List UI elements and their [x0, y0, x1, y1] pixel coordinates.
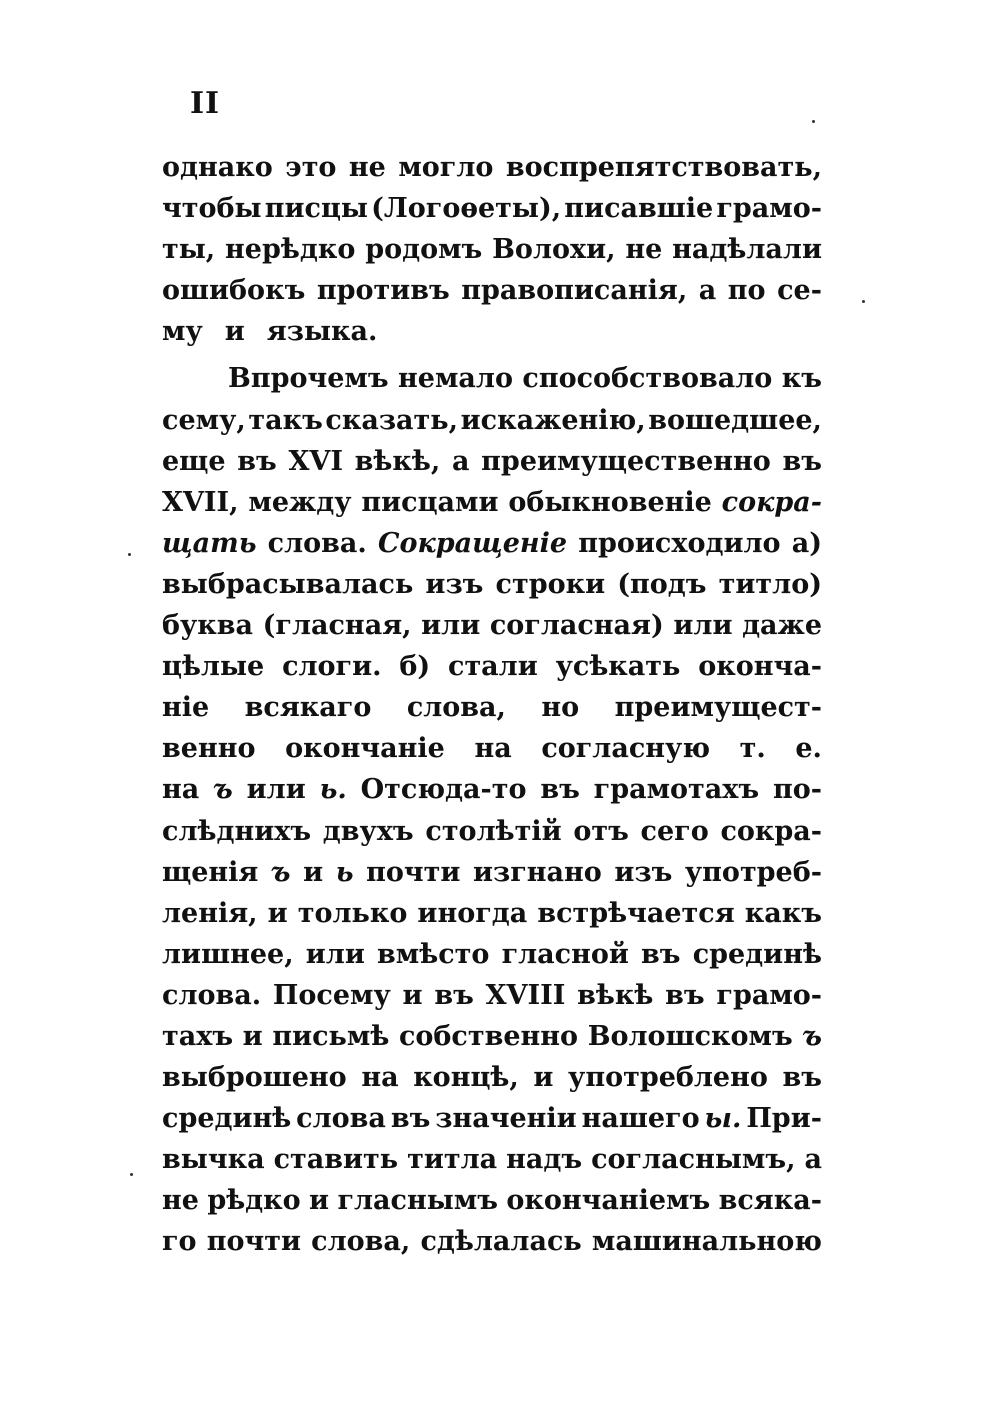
text-line: [162, 405, 822, 446]
word: воспрепятствовать,: [505, 152, 822, 183]
text-line: [162, 1144, 822, 1185]
word: могло: [398, 152, 494, 183]
text-line: [162, 774, 822, 815]
word: сему,: [162, 404, 246, 436]
word: слова,: [311, 1226, 411, 1258]
word: Впрочемъ: [228, 363, 389, 395]
word: встрѣчается: [537, 897, 735, 929]
word: въ: [237, 445, 277, 477]
word: столѣтій: [425, 815, 562, 847]
word: титло): [718, 568, 822, 600]
word: согласную: [541, 733, 711, 765]
word: въ: [782, 1062, 822, 1094]
text-line: [162, 528, 822, 569]
word: окончаніе: [285, 733, 445, 765]
word: искаженію,: [460, 404, 646, 436]
word: какъ: [744, 897, 822, 929]
word: по-: [772, 774, 822, 806]
text-line: [162, 1226, 822, 1267]
word: такъ: [248, 404, 323, 436]
word: нашего: [581, 1103, 700, 1135]
word: щать: [162, 527, 257, 559]
word: ты,: [162, 234, 216, 266]
text-line: [162, 234, 822, 275]
word: т.: [739, 733, 766, 765]
word: концѣ,: [413, 1062, 519, 1094]
word: сокра-: [720, 815, 822, 847]
word: буква: [162, 610, 254, 642]
word: двухъ: [322, 815, 414, 847]
word: гласнымъ: [337, 1185, 498, 1217]
word: къ: [781, 363, 822, 395]
word: въ: [782, 445, 822, 477]
word: и: [402, 979, 423, 1011]
word: Волошскомъ: [587, 1020, 793, 1052]
word: слова.: [267, 527, 367, 559]
word: слова.: [162, 979, 262, 1011]
word: сокра-: [721, 486, 822, 518]
word: сего: [640, 815, 709, 847]
word: и: [303, 856, 324, 888]
word: выбрасывалась: [162, 568, 414, 600]
word: ставить: [273, 1144, 399, 1176]
word: Отсюда-то: [360, 774, 527, 806]
text-line: [162, 980, 822, 1021]
word: согласная): [489, 610, 664, 642]
word: писцами: [361, 486, 499, 518]
print-speck: [130, 1173, 133, 1176]
word: на: [474, 733, 512, 765]
word: изгнано: [472, 856, 602, 888]
word: срединѣ: [162, 1103, 292, 1135]
word: окончаніемъ: [506, 1185, 711, 1217]
word: только: [297, 897, 408, 929]
word: При-: [746, 1103, 822, 1135]
print-speck: [812, 120, 815, 123]
word: срединѣ: [692, 938, 822, 970]
word: или: [305, 938, 365, 970]
word: и: [242, 1020, 263, 1052]
word: въ: [390, 1103, 431, 1135]
word: слоги.: [282, 651, 382, 683]
word: а): [791, 527, 822, 559]
text-line: [162, 1062, 822, 1103]
word: на: [162, 774, 200, 806]
word: между: [248, 486, 352, 518]
word: надъ: [506, 1144, 583, 1176]
word: въ: [434, 979, 474, 1011]
word: Сокращеніе: [377, 527, 568, 559]
word: на: [361, 1062, 399, 1094]
body-text: [162, 152, 822, 1268]
word: согласнымъ,: [591, 1144, 796, 1176]
word: не: [625, 234, 663, 266]
word: венно: [162, 733, 256, 765]
word: му: [162, 316, 203, 348]
word: строки: [495, 568, 606, 600]
text-line: [162, 446, 822, 487]
word: однако: [162, 152, 273, 183]
word: надѣлали: [672, 234, 822, 266]
word: и: [533, 1062, 554, 1094]
word: ніе: [162, 692, 210, 724]
word: слова,: [406, 692, 506, 724]
word: щенія: [162, 856, 259, 888]
word: оконча-: [698, 651, 822, 683]
word: ленія,: [162, 897, 258, 929]
text-line: [162, 733, 822, 774]
word: писцы: [264, 193, 368, 225]
text-line: [162, 610, 822, 651]
word: сдѣлалась: [420, 1226, 582, 1258]
word: въ: [665, 979, 705, 1011]
word: машинальною: [591, 1226, 822, 1258]
word: всяка-: [718, 1185, 822, 1217]
word: это: [285, 152, 337, 183]
word: и: [309, 1185, 330, 1217]
word: ь.: [319, 774, 347, 806]
text-line: [162, 816, 822, 857]
word: се-: [777, 275, 822, 307]
word: не: [348, 152, 386, 183]
word: а: [698, 275, 717, 307]
text-line: [162, 275, 822, 316]
word: лишнее,: [162, 938, 294, 970]
text-line: [162, 193, 822, 234]
word: XVI: [288, 445, 343, 477]
word: ь: [335, 856, 354, 888]
word: не: [162, 1185, 199, 1217]
word: вошедшее,: [648, 404, 822, 436]
word: языка.: [266, 316, 378, 348]
word: обыкновеніе: [508, 486, 712, 518]
word: и: [267, 897, 288, 929]
word: выброшено: [162, 1062, 347, 1094]
word: изъ: [425, 568, 484, 600]
word: собственно: [398, 1020, 579, 1052]
word: происходило: [578, 527, 781, 559]
print-speck: [128, 553, 131, 556]
word: почти: [366, 856, 461, 888]
text-line: [162, 1103, 822, 1144]
word: даже: [742, 610, 822, 642]
word: иногда: [417, 897, 528, 929]
page-number: II: [190, 86, 221, 121]
text-line: [162, 487, 822, 528]
word: (подъ: [617, 568, 707, 600]
text-line: [162, 1185, 822, 1226]
word: еще: [162, 445, 226, 477]
text-line: [162, 651, 822, 692]
word: слова: [296, 1103, 386, 1135]
word: употреб-: [684, 856, 822, 888]
word: нерѣдко: [225, 234, 356, 266]
word: отъ: [573, 815, 629, 847]
text-line: [162, 939, 822, 980]
word: изъ: [614, 856, 673, 888]
word: (Логоѳеты),: [371, 193, 562, 225]
word: грамотахъ: [593, 774, 760, 806]
word: сказать,: [325, 404, 459, 436]
word: рѣдко: [207, 1185, 301, 1217]
word: писавшіе: [564, 193, 714, 225]
word: вѣкѣ,: [354, 445, 441, 477]
text-line: [162, 898, 822, 939]
word: немало: [398, 363, 513, 395]
word: правописанія,: [461, 275, 688, 307]
word: ъ: [270, 856, 291, 888]
print-speck: [862, 300, 865, 303]
word: всякаго: [244, 692, 372, 724]
word: го: [162, 1226, 197, 1258]
word: письмѣ: [272, 1020, 390, 1052]
word: или: [673, 610, 733, 642]
text-line: [162, 692, 822, 733]
word: преимущест-: [614, 692, 822, 724]
word: а: [804, 1144, 822, 1176]
text-line: [162, 316, 822, 357]
word: способствовало: [522, 363, 773, 395]
word: е.: [795, 733, 822, 765]
word: XVII,: [162, 486, 239, 518]
word: гласной: [501, 938, 629, 970]
word: значеніи: [435, 1103, 577, 1135]
word: и: [224, 316, 245, 348]
word: употреблено: [568, 1062, 768, 1094]
word: чтобы: [162, 193, 262, 225]
word: но: [541, 692, 580, 724]
word: преимущественно: [481, 445, 771, 477]
word: вмѣсто: [377, 938, 490, 970]
text-line: [162, 857, 822, 898]
word: вѣкѣ: [577, 979, 654, 1011]
word: въ: [540, 774, 580, 806]
word: тахъ: [162, 1020, 234, 1052]
word: цѣлые: [162, 651, 265, 683]
text-line: [162, 1021, 822, 1062]
word: грамо-: [716, 979, 822, 1011]
word: стали: [448, 651, 538, 683]
word: ъ: [213, 774, 233, 806]
word: въ: [641, 938, 681, 970]
word: (гласная,: [262, 610, 412, 642]
text-line: [162, 569, 822, 610]
text-line: [162, 152, 822, 193]
word: слѣднихъ: [162, 815, 312, 847]
word: XVIII: [485, 979, 566, 1011]
word: ошибокъ: [162, 275, 306, 307]
word: а: [451, 445, 470, 477]
word: Волохи,: [492, 234, 616, 266]
word: грамо-: [716, 193, 822, 225]
word: титла: [407, 1144, 498, 1176]
word: почти: [206, 1226, 302, 1258]
word: противъ: [316, 275, 450, 307]
word: Посему: [272, 979, 391, 1011]
text-line: [162, 363, 822, 404]
word: ы.: [704, 1103, 742, 1135]
word: б): [399, 651, 431, 683]
word: или: [421, 610, 481, 642]
word: усѣкать: [555, 651, 681, 683]
word: по: [727, 275, 766, 307]
word: или: [246, 774, 306, 806]
word: ъ: [802, 1020, 822, 1052]
word: родомъ: [365, 234, 483, 266]
word: вычка: [162, 1144, 265, 1176]
